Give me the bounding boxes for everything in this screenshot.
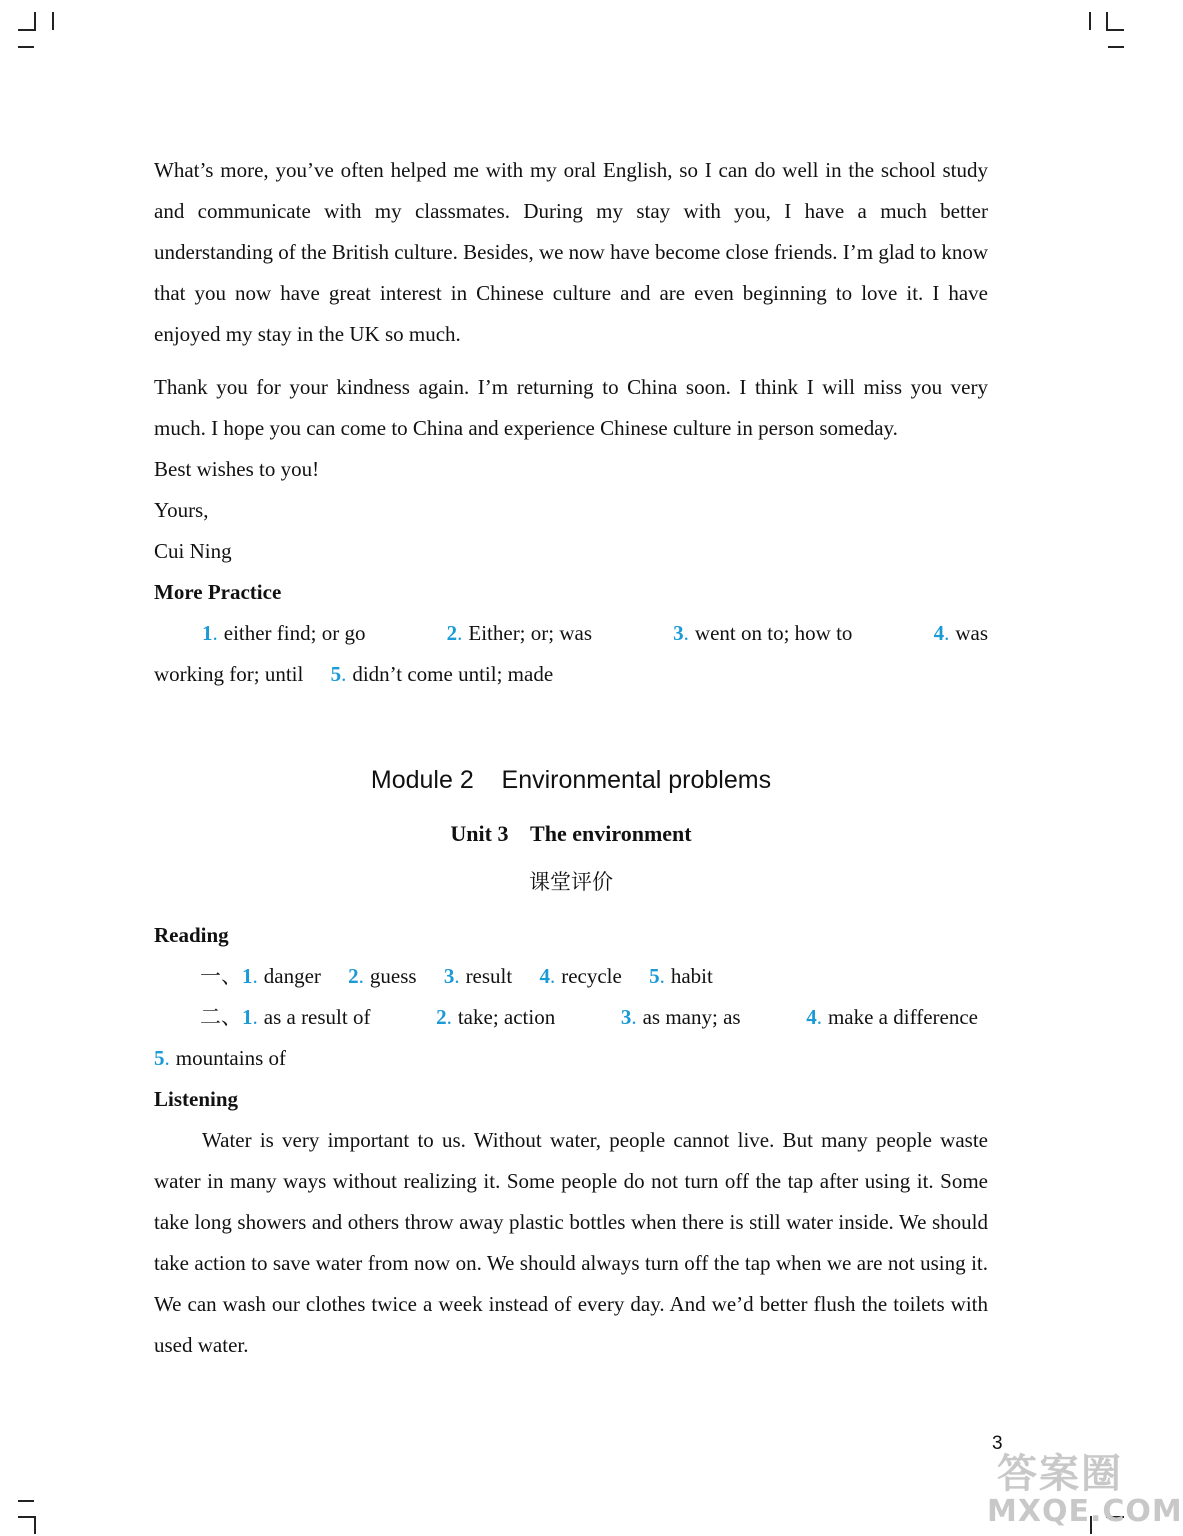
page-content xyxy=(154,150,988,1366)
watermark-text: 答案圈 xyxy=(997,1451,1123,1497)
section-title: 课堂评价 xyxy=(529,870,613,894)
listening-text: Water is very important to us. Without water, people cannot live. But many people waste water in many ways without realizing it. Some people do not turn off the tap after using it. Some take long showers and others throw away plastic bottles when there is still water inside. We should take action to save water from now on. We should always turn off the tap when we are not using it. We can wash our clothes twice a week instead of every day. And we’d better flush the toilets with used water. xyxy=(154,1128,988,1357)
letter-signature: Cui Ning xyxy=(154,539,232,563)
answer-item: 3. result xyxy=(443,964,513,988)
reading-part-1: 一、1. danger 2. guess 3. result 4. recycle 5. habit xyxy=(200,964,713,988)
crop-mark-top-right xyxy=(1108,46,1124,48)
letter-closing: Best wishes to you! xyxy=(154,457,320,481)
unit-title: Unit 3 The environment xyxy=(450,821,692,846)
reading-part-2-cont xyxy=(154,1038,988,1079)
crop-mark-top-right xyxy=(1106,12,1108,30)
more-practice-line-1 xyxy=(154,613,988,654)
answer-item: 5. habit xyxy=(649,964,713,988)
answer-item: 3. as many; as xyxy=(620,1005,741,1029)
crop-mark-top-left xyxy=(34,12,36,30)
answer-item: 1. danger xyxy=(242,964,321,988)
crop-mark-top-left xyxy=(18,46,34,48)
crop-mark-bottom-left xyxy=(18,1500,34,1502)
answer-item: 5. mountains of xyxy=(154,1046,286,1070)
more-practice-heading: More Practice xyxy=(154,580,282,604)
answer-item: 2. Either; or; was xyxy=(446,621,593,645)
page-number: 3 xyxy=(992,1433,1003,1454)
answer-item: 二、1. as a result of xyxy=(200,1005,371,1029)
reading-heading: Reading xyxy=(154,923,229,947)
more-practice-line-2: working for; until 5. didn’t come until; made xyxy=(154,662,554,686)
answer-item: 2. take; action xyxy=(436,1005,556,1029)
answer-item: 3. went on to; how to xyxy=(673,621,853,645)
listening-heading: Listening xyxy=(154,1087,239,1111)
crop-mark-top-left xyxy=(52,12,54,30)
answer-item: 4. make a difference xyxy=(806,1005,978,1029)
crop-mark-top-left xyxy=(18,29,36,31)
letter-paragraph-1: What’s more, you’ve often helped me with my oral English, so I can do well in the school study and communicate with my classmates. During my stay with you, I have a much better understanding of the British culture. Besides, we now have become close friends. I’m glad to know that you now have great interest in Chinese culture and are even beginning to love it. I have enjoyed my stay in the UK so much. xyxy=(154,158,988,346)
watermark-logo xyxy=(987,1442,1183,1532)
answer-item: 5. didn’t come until; made xyxy=(330,662,554,686)
crop-mark-bottom-left xyxy=(34,1516,36,1534)
reading-part-2 xyxy=(154,997,988,1038)
crop-mark-top-right xyxy=(1089,12,1091,30)
watermark-url: MXQE.COM xyxy=(987,1494,1183,1529)
letter-yours: Yours, xyxy=(154,498,209,522)
answer-item: 4. recycle xyxy=(539,964,622,988)
answer-item: 4. was xyxy=(933,621,988,645)
letter-paragraph-2: Thank you for your kindness again. I’m returning to China soon. I think I will miss you very much. I hope you can come to China and experience Chinese culture in person someday. xyxy=(154,375,988,440)
answer-item: 2. guess xyxy=(348,964,417,988)
crop-mark-top-right xyxy=(1106,29,1124,31)
answer-item: 1. either find; or go xyxy=(202,621,366,645)
module-title: Module 2 Environmental problems xyxy=(370,766,772,794)
